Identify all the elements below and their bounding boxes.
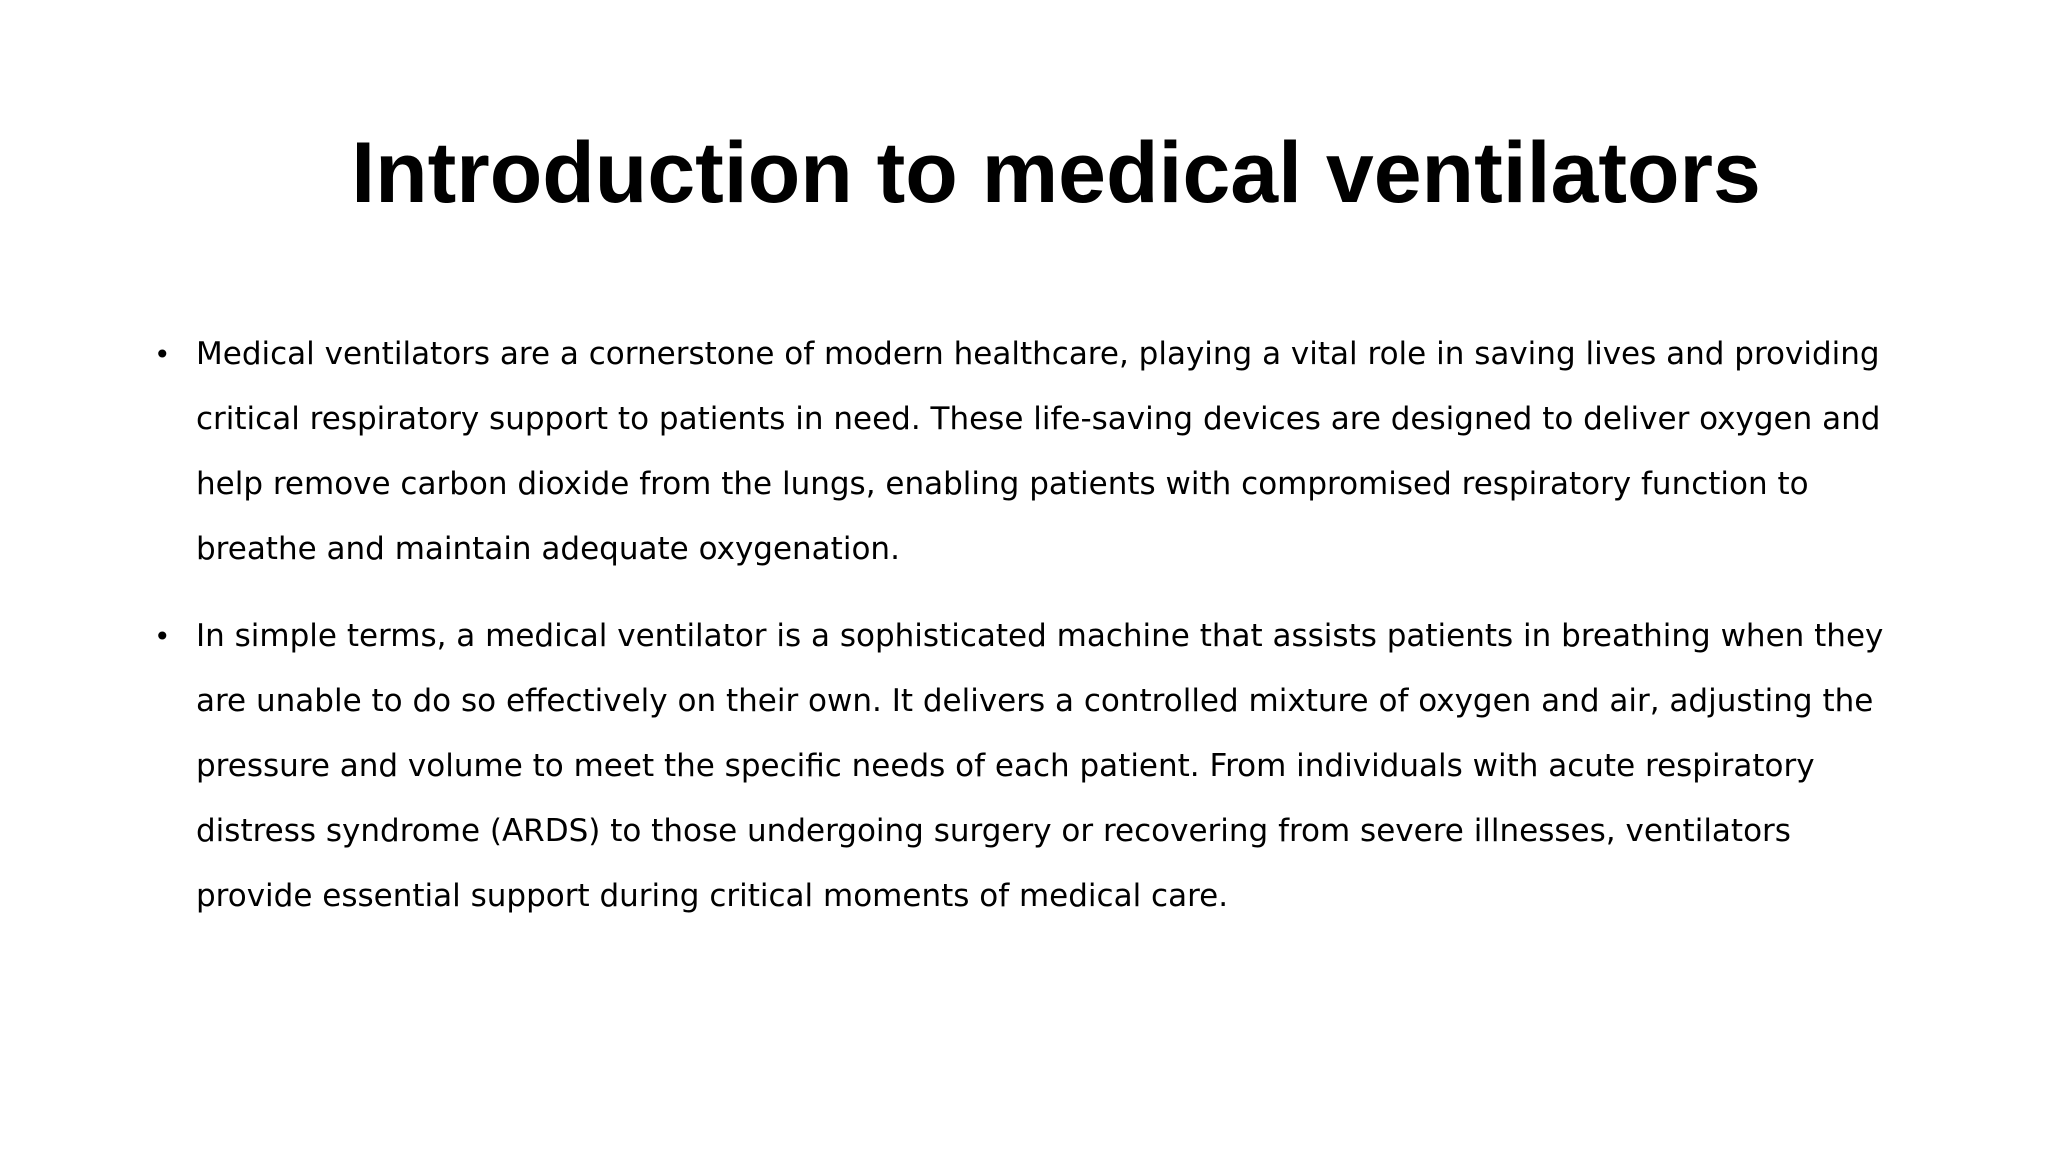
bullet-item	[150, 604, 1910, 929]
slide-title: Introduction to medical ventilators	[351, 125, 1761, 221]
bullet-marker: •	[154, 338, 171, 371]
bullet-marker: •	[154, 620, 171, 653]
bullet-text: In simple terms, a medical ventilator is a sophisticated machine that assists patients in breathing when they are unable to do so effectively on their own. It delivers a controlled mixture of oxygen and air, adjusting the pressure and volume to meet the specific needs of each patient. From individuals with acute respiratory distress syndrome (ARDS) to those undergoing surgery or recovering from severe illnesses, ventilators provide essential support during critical moments of medical care.	[196, 618, 1884, 914]
bullet-text: Medical ventilators are a cornerstone of modern healthcare, playing a vital role in saving lives and providing critical respiratory support to patients in need. These life-saving devices are designed to deliver oxygen and help remove carbon dioxide from the lungs, enabling patients with compromised respiratory function to breathe and maintain adequate oxygenation.	[196, 336, 1881, 567]
bullet-item	[150, 322, 1910, 582]
bullet-list	[150, 322, 1910, 951]
